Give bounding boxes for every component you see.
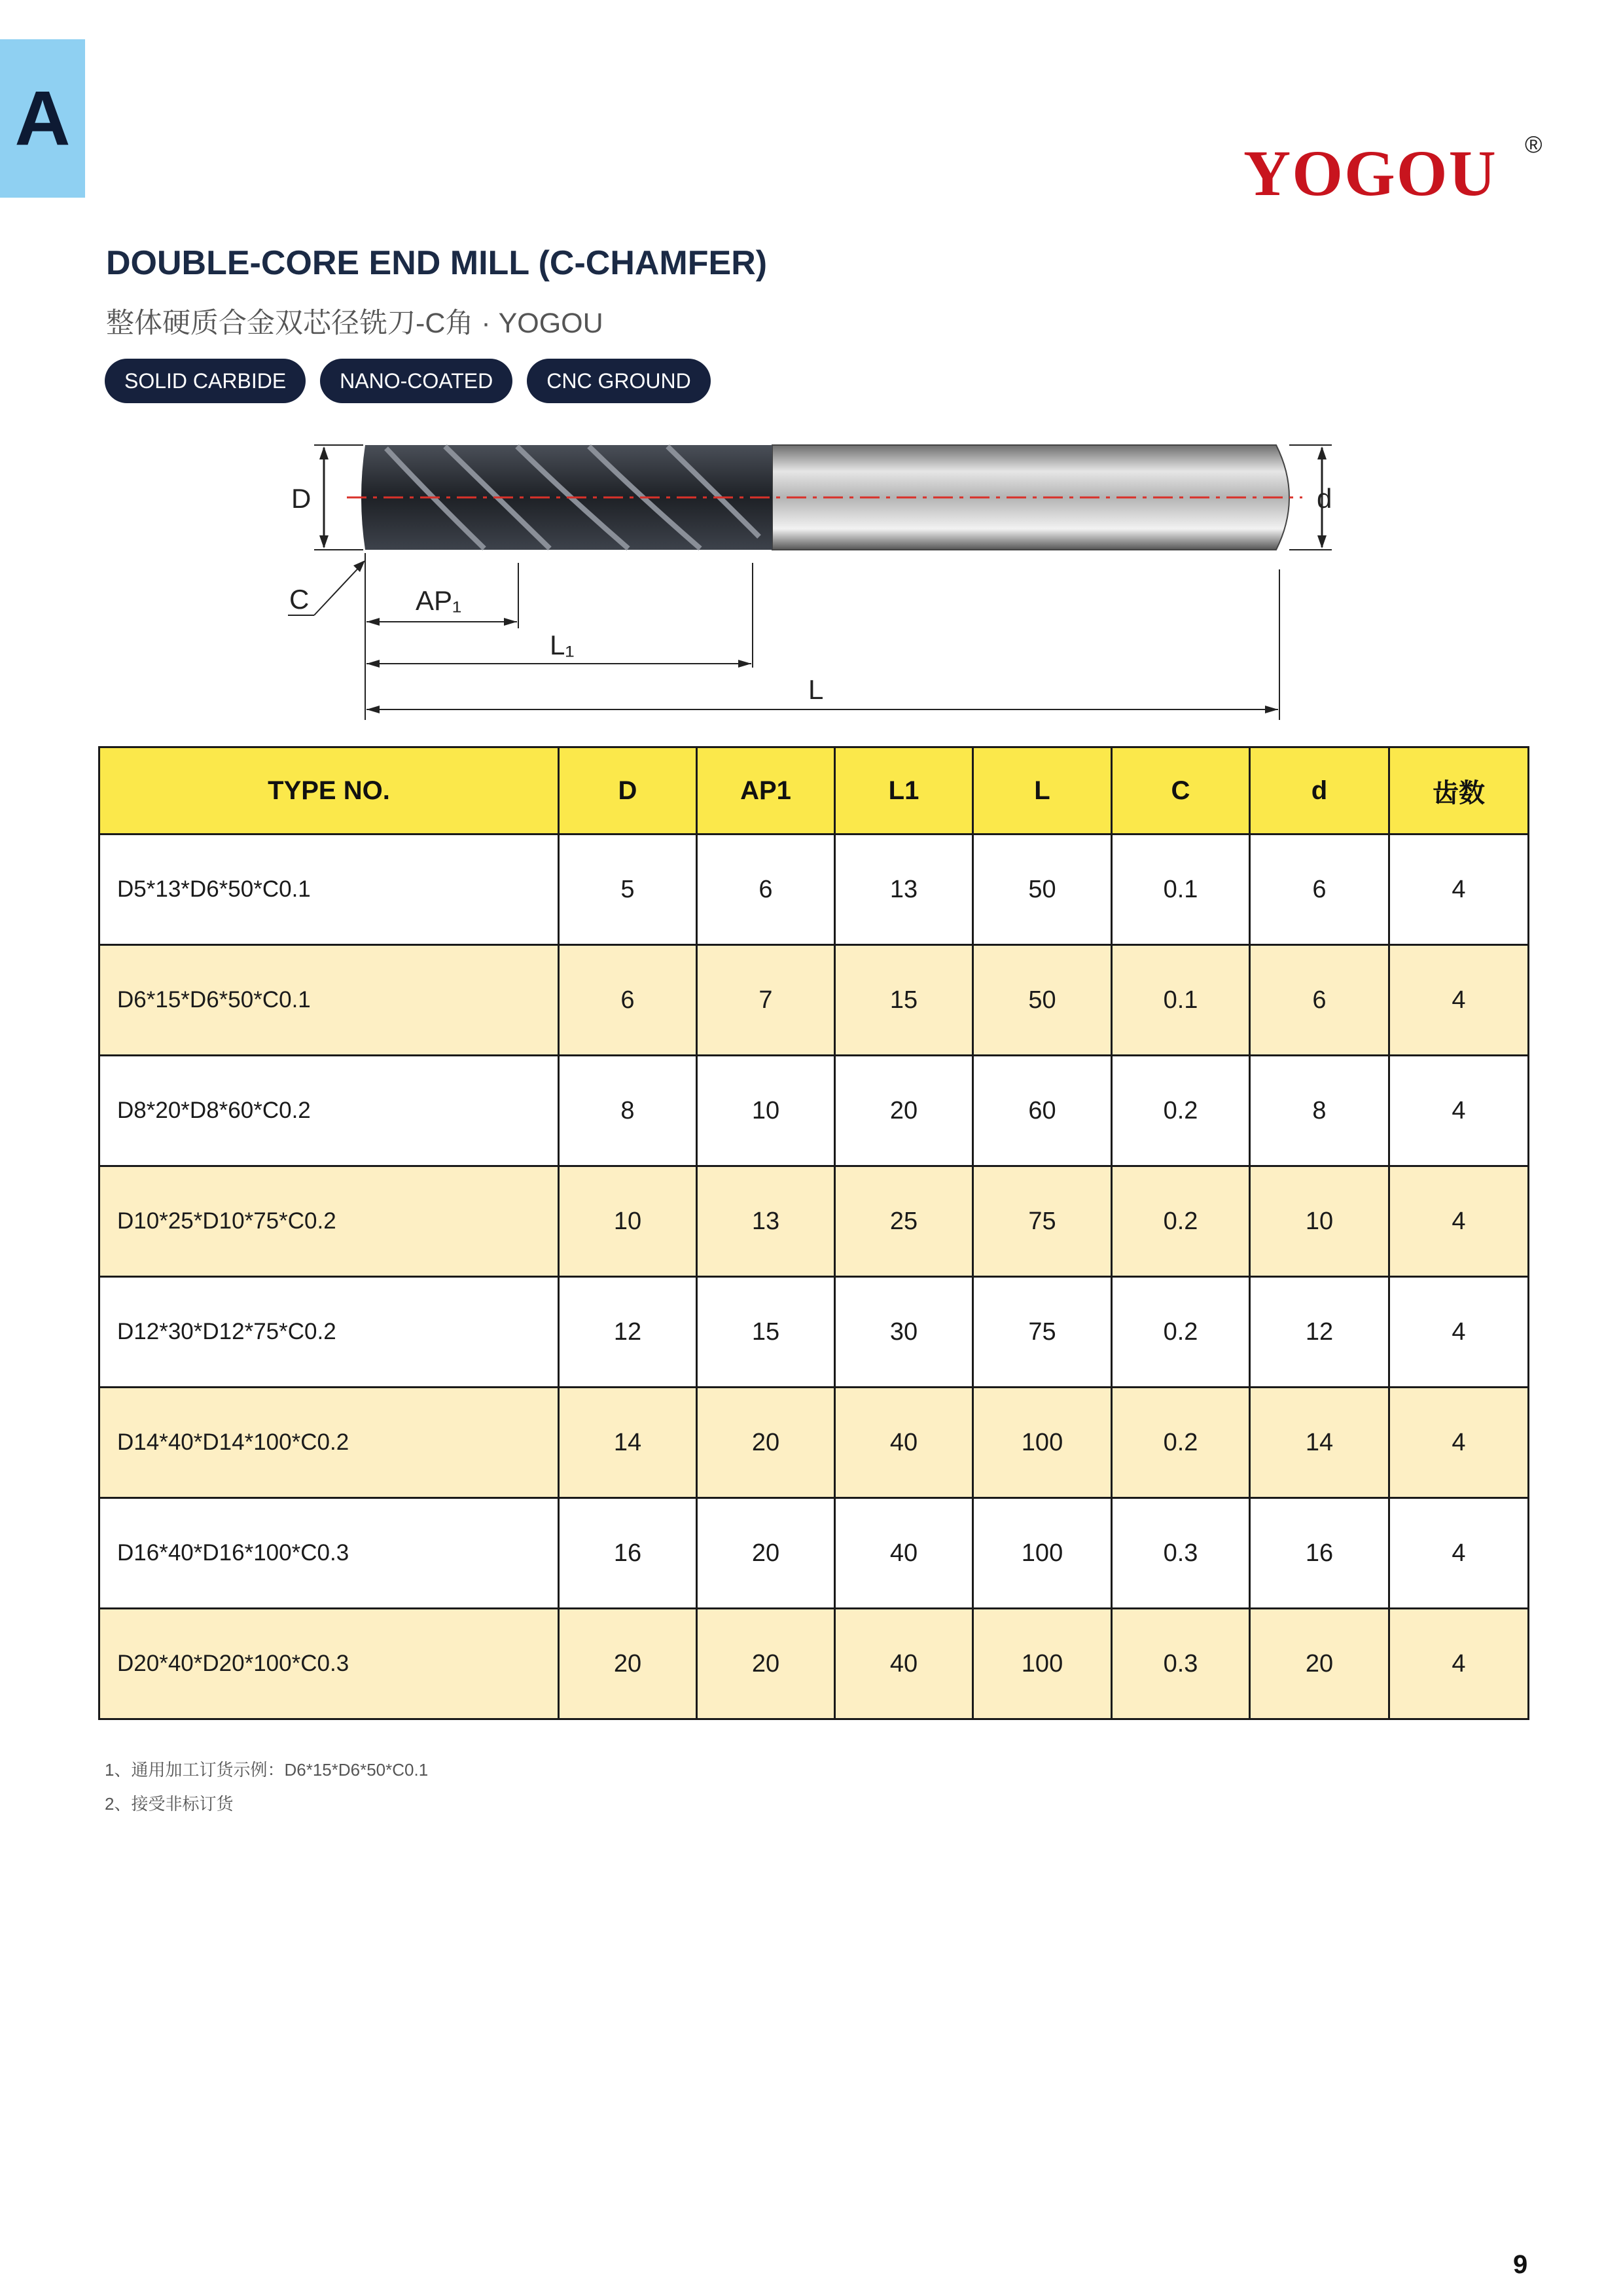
registered-mark: ® <box>1525 131 1543 158</box>
section-letter: A <box>14 75 71 162</box>
cell-AP1: 6 <box>697 834 835 945</box>
cell-L1: 13 <box>835 834 973 945</box>
cell-flutes: 4 <box>1389 1498 1529 1609</box>
dim-label-C: C <box>289 584 310 615</box>
feature-tags <box>105 359 711 403</box>
cell-flutes: 4 <box>1389 1166 1529 1277</box>
cell-type-no: D6*15*D6*50*C0.1 <box>99 945 559 1056</box>
cell-C: 0.3 <box>1112 1498 1250 1609</box>
cell-flutes: 4 <box>1389 834 1529 945</box>
cell-d: 20 <box>1250 1609 1389 1719</box>
cell-flutes: 4 <box>1389 1056 1529 1166</box>
table-row <box>99 1609 1529 1719</box>
cell-d: 8 <box>1250 1056 1389 1166</box>
table-row <box>99 945 1529 1056</box>
cell-d: 14 <box>1250 1388 1389 1498</box>
cell-C: 0.1 <box>1112 945 1250 1056</box>
page-number: 9 <box>1513 2250 1528 2279</box>
cell-type-no: D16*40*D16*100*C0.3 <box>99 1498 559 1609</box>
spec-table <box>98 746 1529 1720</box>
table-row <box>99 1388 1529 1498</box>
table-row <box>99 834 1529 945</box>
cell-type-no: D20*40*D20*100*C0.3 <box>99 1609 559 1719</box>
cell-L: 100 <box>973 1609 1112 1719</box>
cell-L: 100 <box>973 1388 1112 1498</box>
header-L: L <box>973 747 1112 834</box>
tag-solid-carbide: SOLID CARBIDE <box>105 359 306 403</box>
cell-L1: 40 <box>835 1388 973 1498</box>
cell-L1: 25 <box>835 1166 973 1277</box>
cell-L: 60 <box>973 1056 1112 1166</box>
cell-AP1: 13 <box>697 1166 835 1277</box>
cell-L1: 20 <box>835 1056 973 1166</box>
cell-flutes: 4 <box>1389 1277 1529 1388</box>
cell-L: 75 <box>973 1166 1112 1277</box>
cell-type-no: D5*13*D6*50*C0.1 <box>99 834 559 945</box>
page-title: DOUBLE-CORE END MILL (C-CHAMFER) <box>106 244 768 282</box>
cell-C: 0.3 <box>1112 1609 1250 1719</box>
cell-type-no: D12*30*D12*75*C0.2 <box>99 1277 559 1388</box>
cell-L1: 15 <box>835 945 973 1056</box>
dim-label-D: D <box>291 483 312 514</box>
cell-L: 50 <box>973 834 1112 945</box>
cell-type-no: D10*25*D10*75*C0.2 <box>99 1166 559 1277</box>
cell-AP1: 20 <box>697 1388 835 1498</box>
cell-AP1: 15 <box>697 1277 835 1388</box>
cell-AP1: 20 <box>697 1609 835 1719</box>
cell-d: 10 <box>1250 1166 1389 1277</box>
cell-D: 8 <box>559 1056 697 1166</box>
cell-D: 20 <box>559 1609 697 1719</box>
note-item: 2、接受非标订货 <box>105 1794 234 1814</box>
cell-flutes: 4 <box>1389 1609 1529 1719</box>
cell-D: 16 <box>559 1498 697 1609</box>
tag-nano-coated: NANO-COATED <box>320 359 512 403</box>
cell-D: 14 <box>559 1388 697 1498</box>
order-notes <box>105 1753 428 1821</box>
cell-C: 0.2 <box>1112 1166 1250 1277</box>
cell-C: 0.2 <box>1112 1277 1250 1388</box>
cell-type-no: D14*40*D14*100*C0.2 <box>99 1388 559 1498</box>
header-AP1: AP1 <box>697 747 835 834</box>
end-mill-diagram <box>275 432 1335 726</box>
dim-label-AP1: AP₁ <box>416 585 462 616</box>
table-row <box>99 1498 1529 1609</box>
table-row <box>99 1277 1529 1388</box>
header-d: d <box>1250 747 1389 834</box>
cell-AP1: 20 <box>697 1498 835 1609</box>
page-subtitle: 整体硬质合金双芯径铣刀-C角 · YOGOU <box>106 308 603 339</box>
cell-C: 0.2 <box>1112 1056 1250 1166</box>
cell-d: 12 <box>1250 1277 1389 1388</box>
dim-label-L1: L₁ <box>550 630 575 660</box>
cell-L1: 30 <box>835 1277 973 1388</box>
cell-L1: 40 <box>835 1609 973 1719</box>
table-header-row <box>99 747 1529 834</box>
cell-D: 6 <box>559 945 697 1056</box>
cell-D: 10 <box>559 1166 697 1277</box>
dim-label-d: d <box>1317 483 1332 514</box>
dim-label-L: L <box>808 674 824 705</box>
header-D: D <box>559 747 697 834</box>
cell-d: 6 <box>1250 945 1389 1056</box>
cell-flutes: 4 <box>1389 945 1529 1056</box>
header-L1: L1 <box>835 747 973 834</box>
note-item: 1、通用加工订货示例：D6*15*D6*50*C0.1 <box>105 1760 429 1780</box>
cell-D: 12 <box>559 1277 697 1388</box>
brand-logo <box>1243 131 1551 209</box>
cell-flutes: 4 <box>1389 1388 1529 1498</box>
cell-type-no: D8*20*D8*60*C0.2 <box>99 1056 559 1166</box>
cell-L: 75 <box>973 1277 1112 1388</box>
cell-D: 5 <box>559 834 697 945</box>
header-C: C <box>1112 747 1250 834</box>
cell-d: 16 <box>1250 1498 1389 1609</box>
cell-L1: 40 <box>835 1498 973 1609</box>
header-type-no: TYPE NO. <box>99 747 559 834</box>
brand-name: YOGOU <box>1243 137 1497 209</box>
cell-L: 50 <box>973 945 1112 1056</box>
cell-AP1: 7 <box>697 945 835 1056</box>
table-row <box>99 1056 1529 1166</box>
header-flutes: 齿数 <box>1389 747 1529 834</box>
cell-C: 0.1 <box>1112 834 1250 945</box>
table-row <box>99 1166 1529 1277</box>
cell-L: 100 <box>973 1498 1112 1609</box>
section-tab <box>0 39 85 198</box>
tag-cnc-ground: CNC GROUND <box>527 359 710 403</box>
cell-d: 6 <box>1250 834 1389 945</box>
cell-C: 0.2 <box>1112 1388 1250 1498</box>
cell-AP1: 10 <box>697 1056 835 1166</box>
